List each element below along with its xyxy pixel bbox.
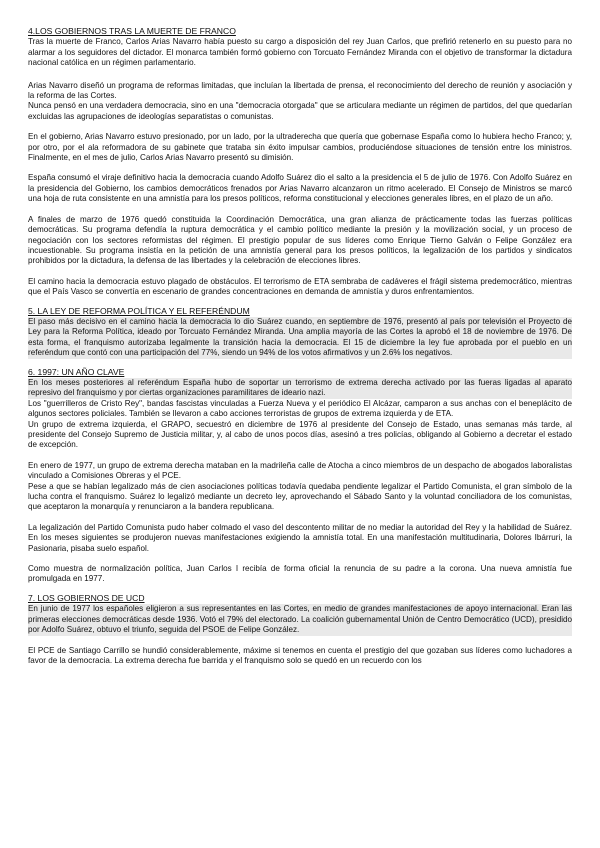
paragraph: Pese a que se habían legalizado más de cien asociaciones políticas todavía quedaba pendiente legalizar el Partido Comunista, el gran símbolo de la lucha contra el franquismo. Suárez lo legalizó mediante un decreto ley, aprovechando el Sábado Santo y la voluntad conciliadora de los comunistas, que aceptaron la monarquía y renunciaron a la bandera republicana. [28,481,572,512]
paragraph: Un grupo de extrema izquierda, el GRAPO, secuestró en diciembre de 1976 al presidente del Consejo de Estado, unas semanas más tarde, al presidente del Consejo Supremo de Justicia militar, y, al cabo de unos pocos días, asesinó a tres policías, obligando al Gobierno a decretar el estado de excepción. [28,419,572,450]
section-heading: 5. LA LEY DE REFORMA POLÍTICA Y EL REFERÉNDUM [28,305,250,316]
paragraph: En junio de 1977 los españoles eligieron a sus representantes en las Cortes, en medio de grandes manifestaciones de apoyo internacional. Eran las primeras elecciones democráticas desde 1936. Votó el 79% del electorado. La coalición gubernamental Unión de Centro Democrático (UCD), presidido por Adolfo Suárez, obtuvo el triunfo, seguida del PSOE de Felipe González. [28,604,572,635]
paragraph: A finales de marzo de 1976 quedó constituida la Coordinación Democrática, una gran alianza de prácticamente todas las fuerzas políticas democráticas. Su programa defendía la ruptura democrática y el cambio político mediante la presión y la movilización social, y un proceso de negociación con los sectores reformistas del régimen. El prestigio popular de sus líderes como Enrique Tierno Galván o Felipe González era incuestionable. Su programa insistía en la petición de una amnistía general para los presos políticos, la legalización de los partidos y sindicatos prohibidos por la dictadura, la defensa de las libertades y la celebración de elecciones libres. [28,214,572,266]
section-heading: 7. LOS GOBIERNOS DE UCD [28,592,145,603]
section-ley-reforma-politica [28,306,572,359]
section-gobiernos-tras-franco [28,26,572,298]
paragraph: El camino hacia la democracia estuvo plagado de obstáculos. El terrorismo de ETA sembraba de cadáveres el frágil sistema predemocrático, mientras que el País Vasco se convertía en escenario de grandes concentraciones en demanda de amnistía y duros enfrentamientos. [28,276,572,297]
paragraph: La legalización del Partido Comunista pudo haber colmado el vaso del descontento militar de no mediar la autoridad del Rey y la habilidad de Suárez. En los meses siguientes se produjeron nuevas manifestaciones exigiendo la amnistía total. En una manifestación multitudinaria, Dolores Ibárruri, la Pasionaria, pisaba suelo español. [28,522,572,553]
paragraph: Tras la muerte de Franco, Carlos Arias Navarro había puesto su cargo a disposición del rey Juan Carlos, que prefirió retenerlo en su puesto para no alarmar a los seguidores del dictador. El monarca también formó gobierno con Torcuato Fernández Miranda con el objetivo de transformar la dictadura nacional católica en un régimen parlamentario. [28,37,572,68]
paragraph: En los meses posteriores al referéndum España hubo de soportar un terrorismo de extrema derecha activado por las fueras ligadas al aparato represivo del franquismo y por ciertas organizaciones paramilitares de ideario nazi. [28,377,572,398]
document-page [28,26,572,666]
paragraph: Los "guerrilleros de Cristo Rey", bandas fascistas vinculadas a Fuerza Nueva y el periódico El Alcázar, camparon a sus anchas con el beneplácito de algunos sectores policiales. También se llevaron a cabo acciones terroristas de grupos de extrema izquierda y de ETA. [28,398,572,419]
paragraph: En el gobierno, Arias Navarro estuvo presionado, por un lado, por la ultraderecha que quería que gobernase España como lo hubiera hecho Franco; y, por otro, por el ala reformadora de su gabinete que trataba sin éxito impulsar cambios, produciéndose situaciones de tensión entre los ministros. Finalmente, en el mes de julio, Carlos Arias Navarro presentó su dimisión. [28,132,572,163]
section-heading: 4.LOS GOBIERNOS TRAS LA MUERTE DE FRANCO [28,26,236,36]
section-gobiernos-ucd [28,593,572,666]
paragraph: El paso más decisivo en el camino hacia la democracia lo dio Suárez cuando, en septiembre de 1976, presentó al país por televisión el Proyecto de Ley para la Reforma Política, ideado por Torcuato Fernández Miranda. Una amplia mayoría de las Cortes la aprobó el 18 de noviembre de 1976. De esta forma, el franquismo autorizaba legalmente la transición hacia la democracia. El 15 de diciembre la ley fue aprobada por el pueblo en un referéndum que contó con una participación del 77%, siendo un 94% de los votos afirmativos y un 2.6% los negativos. [28,316,572,358]
paragraph: En enero de 1977, un grupo de extrema derecha mataban en la madrileña calle de Atocha a cinco miembros de un despacho de abogados laboralistas vinculado a Comisiones Obreras y el PCE. [28,460,572,481]
paragraph: Como muestra de normalización política, Juan Carlos I recibía de forma oficial la renuncia de su padre a la corona. Una nueva amnistía fue promulgada en 1977. [28,564,572,584]
paragraph: España consumó el viraje definitivo hacia la democracia cuando Adolfo Suárez dio el salto a la presidencia el 5 de julio de 1976. Con Adolfo Suárez en la presidencia del Gobierno, los cambios democráticos frenados por Arias Navarro alcanzaron un ritmo acelerado. El Consejo de Ministros se marcó una hoja de ruta consistente en una amnistía para los presos políticos, reforma constitucional y elecciones generales libres, en el plazo de un año. [28,173,572,204]
section-heading: 6. 1997: UN AÑO CLAVE [28,366,125,377]
paragraph: El PCE de Santiago Carrillo se hundió considerablemente, máxime si tenemos en cuenta el prestigio del que gozaban sus líderes como luchadores a favor de la democracia. La extrema derecha fue barrida y el franquismo solo se quedó en un recuerdo con los [28,645,572,665]
paragraph: Arias Navarro diseñó un programa de reformas limitadas, que incluían la libertada de prensa, el reconocimiento del derecho de reunión y asociación y la reforma de las Cortes. [28,80,572,101]
section-ano-clave [28,367,572,585]
paragraph: Nunca pensó en una verdadera democracia, sino en una "democracia otorgada" que se articulara mediante un régimen de partidos, del que quedarían excluidas las agrupaciones de ideologías separatistas o comunistas. [28,101,572,121]
